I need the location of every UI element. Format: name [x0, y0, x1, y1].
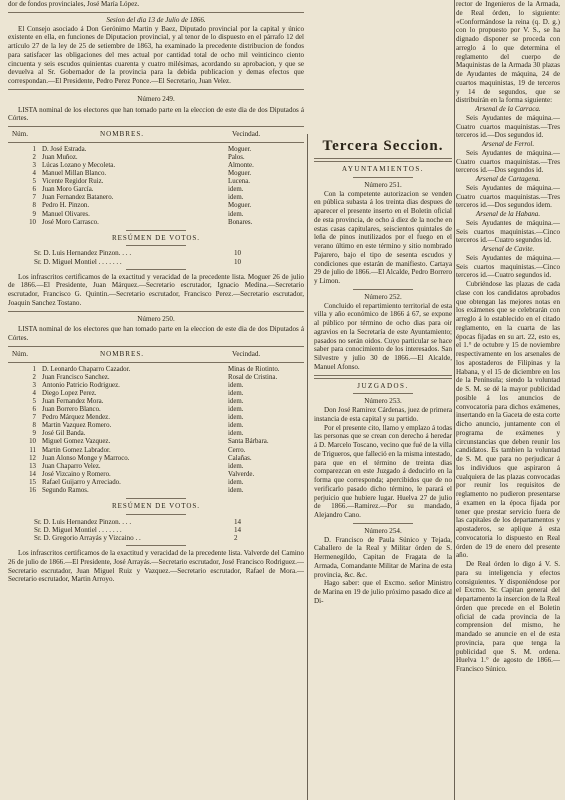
row-number: 13 [29, 462, 36, 470]
column-rule [454, 0, 455, 800]
n253-heading: Número 253. [364, 397, 402, 406]
divider [8, 89, 304, 90]
row-place: idem. [228, 381, 244, 389]
row-name: D. Leonardo Chaparro Cazador. [42, 365, 131, 373]
list249-header [8, 130, 304, 139]
table-row [8, 154, 304, 162]
place-header: Vecindad. [232, 349, 261, 358]
row-number: 12 [29, 454, 36, 462]
table-row [8, 487, 304, 495]
row-place: Bonares. [228, 218, 253, 226]
short-divider [126, 230, 186, 231]
vote-count: 2 [234, 534, 238, 543]
row-place: Minas de Riotinto. [228, 365, 280, 373]
divider [8, 311, 304, 312]
vote-row [8, 249, 304, 257]
row-place: idem. [228, 398, 244, 405]
row-place: idem. [228, 414, 244, 422]
table-row [8, 414, 304, 422]
session-text: El Consejo asociado á Don Gerónimo Martin y Baez, Diputado provincial por la capital y único existente en ella, en funciones de Diputacion provincial, y al tenor de lo dispuesto en el párrafo 12 del artículo 27 de la ley de 25 de setiembre de 1863, ha examinado la precedente distribucion de fondos para satisfacer las obligaciones del mes actual por cantidad total de ocho mil veinticinco ciento cincuenta y seis escudos quinientas cuarenta y cuatro milésimas, acordando su aprobacion, y que se devuelva al Sr. Gobernador de la provincia para la debida publicacion y demas efectos que correspondan.—El Presidente, Pedro Perez Ponce.—El Secretario, Juan Velez. [8, 24, 304, 85]
row-place: Moguer. [228, 145, 252, 153]
candidate-name: Sr. D. Luis Hernandez Pinzon. . . . [34, 249, 132, 258]
list250-header [8, 350, 304, 359]
third-column [314, 134, 452, 606]
vote-row [8, 534, 304, 542]
n254-text-2: Hago saber: que el Excmo. señor Ministro de Marina en 19 de julio próximo pasado dice al Di- [314, 579, 452, 605]
table-row [8, 170, 304, 178]
col4-paragraph-3: De Real órden lo digo á V. S. para su inteligencia y efectos consiguientes. Y disponiéndose por el Excmo. Sr. Capitan general del departamento la insercion de la Real órden que precede en el Boletin oficial de cada provincia de la comprension del mismo, he mandado se anuncie en el de esta provincia, para que tenga la publicidad que S. M. ordena. Huelva 1.° de agosto de 1866.—Francisco Súnico. [456, 560, 560, 673]
table-row [8, 398, 304, 406]
double-rule [314, 158, 452, 162]
row-name: Juan Fernandez Batanero. [42, 194, 114, 202]
row-name: Lúcas Lozano y Mecoleta. [42, 161, 116, 169]
row-name: Juan Fernandez Mora. [42, 398, 104, 405]
row-place: Moguer. [228, 202, 252, 210]
n253-text: Don José Ramirez Cárdenas, juez de primera instancia de esta capital y su partido. [314, 406, 452, 423]
row-place: idem. [228, 430, 244, 438]
table-row [8, 186, 304, 194]
row-name: Juan Moro García. [42, 186, 94, 194]
col4-intro: rector de Ingenieros de la Armada, de Real órden, lo siguiente: «Conformándose la reina (q. D. g.) con lo propuesto por V. S., se ha dignado disponer se proceda con arreglo á lo que determina el reglamento del cuerpo de Maquinistas de la Armada 30 plazas de Ayudantes de máquina, 24 de cuartos maquinistas, 19 de terceros y 14 de segundos, que se distribuirán en la forma siguiente: [456, 0, 560, 105]
row-number: 3 [32, 161, 36, 169]
row-number: 7 [32, 194, 36, 202]
n252-text: Concluido el repartimiento territorial de esta villa y año económico de 1866 á 67, se expone al público por término de ocho dias para oir agravios en la Secretaría de este Ayuntamiento; pasados no serán oidos. Cuyo particular se hace saber para conocimiento de los interesados. San Silvestre y julio 30 de 1866.—El Alcalde, Manuel Afonso. [314, 301, 452, 371]
divider [8, 12, 304, 13]
arsenal-cavite: Arsenal de Cavite. [481, 245, 535, 253]
n253-text-2: Por el presente cito, llamo y emplazo á todas las personas que se crean con derecho á heredar á D. Marcelo Toscano, vecino que fué de la villa de Trigueros, que falleció en la misma intestado, para que en el término de treinta dias comparezcan en este Juzgado á deducirlo en la forma que corresponda; apercibidos que de no verificarlo pasado dicho término, le parará el perjuicio que hubiere lugar. Huelva 27 de julio de 1866.—Ramirez.—Por su mandado, Alejandro Cano. [314, 423, 452, 519]
row-number: 5 [32, 178, 36, 186]
table-row [8, 194, 304, 202]
row-name: Juan Chaparro Velez. [42, 462, 101, 470]
row-name: Rafael Guijarro y Arreciado. [42, 478, 121, 486]
row-number: 9 [32, 430, 36, 438]
row-name: Manuel Olivares. [42, 210, 90, 218]
juzgados-heading: JUZGADOS. [357, 381, 409, 390]
place-header: Vecindad. [232, 130, 261, 138]
table-row [8, 455, 304, 463]
candidate-name: Sr. D. Miguel Montiel . . . . . . . [34, 257, 122, 266]
list250-number: Número 250. [137, 314, 175, 323]
row-number: 3 [32, 381, 36, 389]
vote-row [8, 258, 304, 266]
row-number: 4 [32, 170, 36, 178]
short-divider [353, 177, 413, 178]
section-title: Tercera Seccion. [322, 138, 444, 154]
row-name: Pedro Márquez Mendez. [42, 414, 110, 422]
vote-row [8, 526, 304, 534]
lists-and-section [8, 93, 304, 584]
row-number: 1 [32, 365, 36, 373]
arsenal-cartagena-text: Seis Ayudantes de máquina.—Cuatro cuartos maquinistas.—Tres terceros id.—Dos segundos idem. [456, 183, 560, 210]
row-place: Lucena. [228, 178, 250, 186]
list250-intro: LISTA nominal de los electores que han tomado parte en la eleccion de este dia de dos Diputados á Córtes. [8, 325, 304, 343]
session-heading: Sesion del dia 13 de Julio de 1866. [106, 15, 206, 24]
row-number: 10 [29, 438, 36, 446]
list249-closing: Los infrascritos certificamos de la exactitud y veracidad de la precedente lista. Moguer 26 de julio de 1866.—El Presidente, Juan Márquez.—Secretario escrutador, Ignacio Medina.—Secretario escrutador, Francisco G. Quintin.—Secretario escrutador, Francisco Perez.—Secretario escrutador, Joaquin Sanchez Tostano. [8, 272, 304, 307]
list250-votes [8, 518, 304, 542]
row-number: 9 [32, 210, 36, 218]
names-header: NOMBRES. [100, 349, 145, 358]
short-divider [353, 289, 413, 290]
table-row [8, 219, 304, 227]
row-name: D. José Estrada. [42, 145, 87, 153]
list249-number: Número 249. [137, 94, 175, 103]
row-number: 6 [32, 186, 36, 194]
list249-rows [8, 146, 304, 227]
row-place: idem. [228, 406, 244, 414]
row-name: Juan Borrero Blanco. [42, 406, 101, 414]
table-row [8, 374, 304, 382]
left-wide-column [8, 0, 304, 584]
arsenal-cavite-text: Seis Ayudantes de máquina.—Seis cuartos maquinistas.—Cinco terceros id.—Cuatro segundos id. [456, 253, 560, 280]
candidate-name: Sr. D. Luis Hernandez Pinzon. . . . [34, 517, 132, 526]
lists-column [8, 93, 304, 584]
row-number: 15 [29, 478, 36, 486]
arsenal-carraca: Arsenal de la Carraca. [475, 105, 541, 113]
table-row [8, 406, 304, 414]
row-name: Martin Gomez Labrador. [42, 446, 111, 454]
row-name: Juan Alonso Monge y Marroco. [42, 454, 130, 462]
short-divider [126, 498, 186, 499]
candidate-name: Sr. D. Gregorio Arrayás y Vizcaino . . [34, 534, 141, 543]
row-name: Juan Muñoz. [42, 153, 78, 161]
section-subtitle: AYUNTAMIENTOS. [341, 165, 425, 173]
table-row [8, 162, 304, 170]
arsenal-habana: Arsenal de la Habana. [475, 210, 541, 218]
column-rule [307, 134, 308, 800]
short-divider [126, 545, 186, 546]
row-place: Palos. [228, 153, 245, 161]
row-name: José Gil Banda. [42, 430, 86, 438]
n251-heading: Número 251. [364, 180, 402, 189]
row-number: 16 [29, 487, 36, 495]
row-number: 7 [32, 414, 36, 422]
table-row [8, 211, 304, 219]
header-line: dor de fondos provinciales, José María López. [8, 0, 140, 8]
row-number: 5 [32, 398, 36, 405]
row-name: Pedro H. Pinzon. [42, 202, 90, 210]
row-number: 11 [29, 446, 36, 454]
row-number: 8 [32, 202, 36, 210]
arsenal-habana-text: Seis Ayudantes de máquina.—Seis cuartos maquinistas.—Cinco terceros id.—Cuatro segundos id. [456, 218, 560, 245]
row-name: Juan Francisco Sanchez. [42, 373, 110, 381]
vote-count: 10 [234, 249, 242, 258]
table-row [8, 471, 304, 479]
row-number: 14 [29, 470, 36, 478]
row-place: Valverde. [228, 470, 255, 478]
short-divider [126, 269, 186, 270]
table-row [8, 430, 304, 438]
row-name: Diego Lopez Perez. [42, 389, 97, 397]
table-row [8, 366, 304, 374]
table-row [8, 390, 304, 398]
n251-text: Con la competente autorizacion se venden en pública subasta á los treinta dias despues de aparecer el presente inserto en el Boletin oficial de esta provincia, de ocho á diez de la noche en estas casas capitulares, seiscientos quintales de leña de pinos inutilizados por el fuego en el verano último en este término y sitio nombrado Pajarero, bajo el tipo de sesenta escudos y condiciones que estarán de manifiesto. Cartaya 29 de julio de 1866.—El Alcalde, Pedro Borrero y Limon. [314, 189, 452, 285]
row-number: 4 [32, 389, 36, 397]
row-place: Almonte. [228, 161, 254, 169]
row-place: idem. [228, 194, 244, 202]
divider [8, 126, 304, 127]
list249-votes [8, 249, 304, 265]
divider [8, 142, 304, 143]
list250-summary-title: RESÚMEN DE VOTOS. [111, 502, 201, 511]
n252-heading: Número 252. [364, 292, 402, 301]
table-row [8, 382, 304, 390]
n254-text: D. Francisco de Paula Súnico y Tejada, Caballero de la Real y Militar órden de S. Hermenegildo, Capitan de Fragata de la Armada, Comandante Militar de Marina de esta provincia, &c. &c. [314, 535, 452, 579]
row-name: Segundo Ramos. [42, 487, 89, 495]
row-name: Martin Vazquez Romero. [42, 422, 112, 430]
row-place: idem. [228, 422, 244, 430]
arsenal-ferrol: Arsenal de Ferrol. [481, 140, 535, 148]
table-row [8, 178, 304, 186]
row-name: José Vizcaino y Romero. [42, 470, 111, 478]
row-place: Calañas. [228, 454, 252, 462]
row-name: José Moro Carrasco. [42, 218, 99, 226]
short-divider [126, 245, 186, 246]
row-number: 1 [32, 145, 36, 153]
vote-count: 10 [234, 257, 242, 266]
row-place: idem. [228, 389, 244, 397]
short-divider [126, 514, 186, 515]
row-place: idem. [228, 478, 244, 486]
row-number: 8 [32, 422, 36, 430]
arsenal-cartagena: Arsenal de Cartagena. [475, 175, 541, 183]
list249-summary-title: RESÚMEN DE VOTOS. [111, 233, 201, 242]
vote-count: 14 [234, 525, 242, 534]
table-row [8, 422, 304, 430]
table-row [8, 479, 304, 487]
row-number: 2 [32, 153, 36, 161]
short-divider [353, 393, 413, 394]
row-number: 10 [29, 218, 36, 226]
row-place: Rosal de Cristina. [228, 373, 278, 381]
table-row [8, 438, 304, 446]
row-place: idem. [228, 462, 244, 470]
vote-count: 14 [234, 517, 242, 526]
table-row [8, 146, 304, 154]
num-header: Núm. [12, 349, 28, 358]
row-number: 2 [32, 373, 36, 381]
candidate-name: Sr. D. Miguel Montiel . . . . . . . [34, 525, 122, 534]
fourth-column [456, 0, 560, 674]
row-place: Moguer. [228, 170, 252, 178]
arsenal-carraca-text: Seis Ayudantes de máquina.—Cuatro cuartos maquinistas.—Tres terceros id.—Dos segundos id. [456, 113, 560, 140]
n254-heading: Número 254. [364, 526, 402, 535]
list250-rows [8, 366, 304, 496]
table-row [8, 463, 304, 471]
short-divider [353, 523, 413, 524]
table-row [8, 447, 304, 455]
row-place: Santa Bárbara. [228, 438, 269, 446]
num-header: Núm. [12, 130, 28, 138]
list250-closing: Los infrascritos certificamos de la exactitud y veracidad de la precedente lista. Valverde del Camino 26 de julio de 1866.—El Presidente, José Arrayás.—Secretario escrutador, José Francisco Rodriguez.—Secretario escrutador, Juan Miguel Ruiz y Vazquez.—Secretario escrutador, Rafael de Mora.—Secretario escrutador, Martin Arroyo. [8, 549, 304, 584]
arsenal-ferrol-text: Seis Ayudantes de máquina.—Cuatro cuartos maquinistas.—Tres terceros id.—Dos segundos id. [456, 148, 560, 175]
row-name: Miguel Gomez Vazquez. [42, 438, 111, 446]
row-place: idem. [228, 186, 244, 194]
row-name: Manuel Millan Blanco. [42, 170, 107, 178]
row-place: Cerro. [228, 446, 246, 454]
double-rule [314, 375, 452, 379]
vote-row [8, 518, 304, 526]
row-name: Vicente Regidor Ruiz. [42, 178, 104, 186]
row-place: idem. [228, 487, 244, 495]
table-row [8, 202, 304, 210]
col4-paragraph-2: Cubriéndose las plazas de cada clase con los candidatos aprobados que obtengan las mejores notas en los exámenes que se celebrarán con arreglo á lo establecido en el citado reglamento, en la cuarta de las épocas fijadas en su art. 22, esto es, el 1.° de octubre y 15 de noviembre respectivamente en los arsenales de los apostaderos de Filipinas y la Habana, y el 15 de diciembre en los de la Península; siendo la voluntad de S. M. se dé la mayor publicidad posible á los anuncios de convocatoria para dichos exámenes, insertando en la Gaceta de esta corte dicho anuncio, juntamente con el programa de exámenes y circunstancias que deben reunir los candidatos. Es tambien la voluntad de S. M. que para no perjudicar á los individuos que aspiraron á cualquiera de las plazas convocadas por reunir los requisitos de reglamento no pudieron presentarse á examen en la época fijada por tener que prestar servicio fuera de las capitales de los departamentos y apostaderos, se aplique á esta convocatoria lo dispuesto en Real órden de 19 de enero del presente año. [456, 280, 560, 560]
names-header: NOMBRES. [100, 130, 145, 138]
row-place: idem. [228, 210, 244, 218]
list249-intro: LISTA nominal de los electores que han tomado parte en la eleccion de este dia de dos Diputados á Córtes. [8, 105, 304, 123]
divider [8, 346, 304, 347]
row-name: Antonio Patricio Rodriguez. [42, 381, 120, 389]
divider [8, 362, 304, 363]
row-number: 6 [32, 406, 36, 414]
